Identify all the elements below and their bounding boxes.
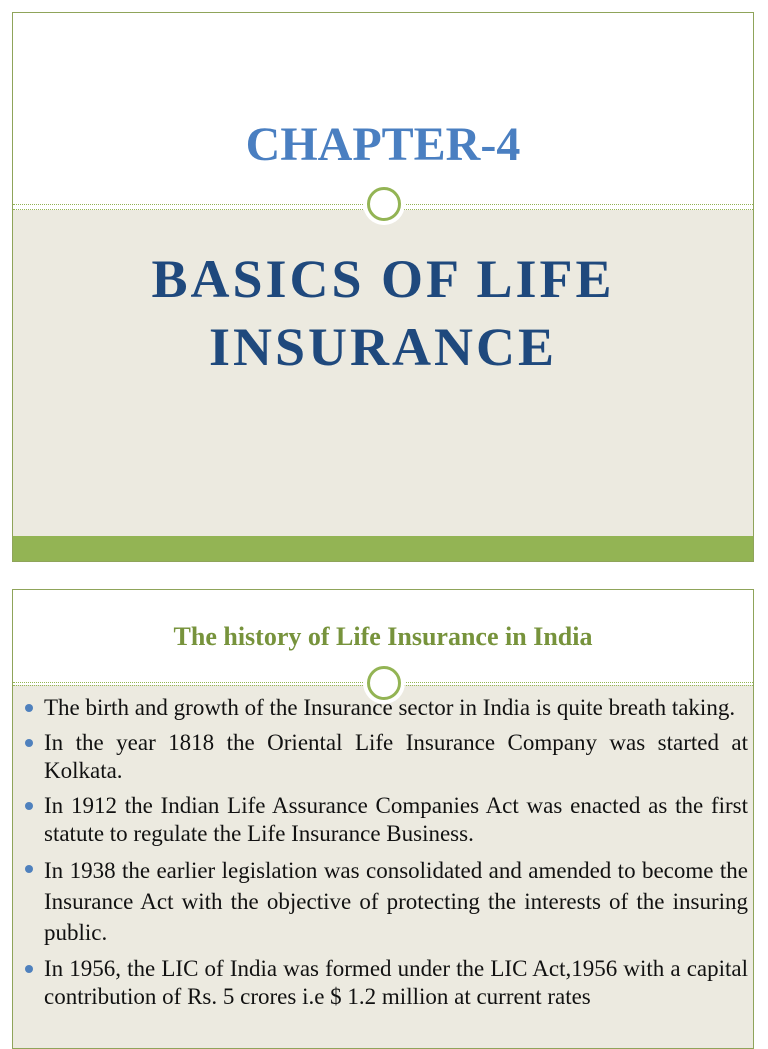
list-item xyxy=(23,694,748,722)
divider-ring-icon xyxy=(367,187,401,221)
footer-accent-bar xyxy=(13,536,753,561)
list-item-text: The birth and growth of the Insurance sector in India is quite breath taking. xyxy=(44,695,736,720)
bullet-list xyxy=(23,694,748,1018)
title-slide xyxy=(12,12,754,562)
list-item xyxy=(23,792,748,848)
chapter-heading: CHAPTER-4 xyxy=(245,118,521,171)
bullet-dot-icon xyxy=(25,704,33,712)
bullet-dot-icon xyxy=(25,739,33,747)
list-item-text: In 1956, the LIC of India was formed under the LIC Act,1956 with a capital contribution of Rs. 5 crores i.e $ 1.2 million at current rates xyxy=(44,956,748,1009)
slide-title-line: INSURANCE xyxy=(208,317,558,377)
title-slide-header xyxy=(13,13,753,205)
bullet-dot-icon xyxy=(25,865,33,873)
slide-title xyxy=(13,245,753,381)
list-item xyxy=(23,955,748,1011)
slide-title-line: BASICS OF LIFE xyxy=(151,249,615,309)
list-item-text: In the year 1818 the Oriental Life Insurance Company was started at Kolkata. xyxy=(44,730,748,783)
list-item-text: In 1938 the earlier legislation was consolidated and amended to become the Insurance Act with the objective of protecting the interests of the insuring public. xyxy=(44,858,748,945)
content-slide xyxy=(12,589,754,1049)
list-item xyxy=(23,855,748,948)
section-heading: The history of Life Insurance in India xyxy=(173,622,593,651)
list-item-text: In 1912 the Indian Life Assurance Companies Act was enacted as the first statute to regulate the Life Insurance Business. xyxy=(44,793,748,846)
list-item xyxy=(23,729,748,785)
bullet-dot-icon xyxy=(25,965,33,973)
bullet-dot-icon xyxy=(25,802,33,810)
